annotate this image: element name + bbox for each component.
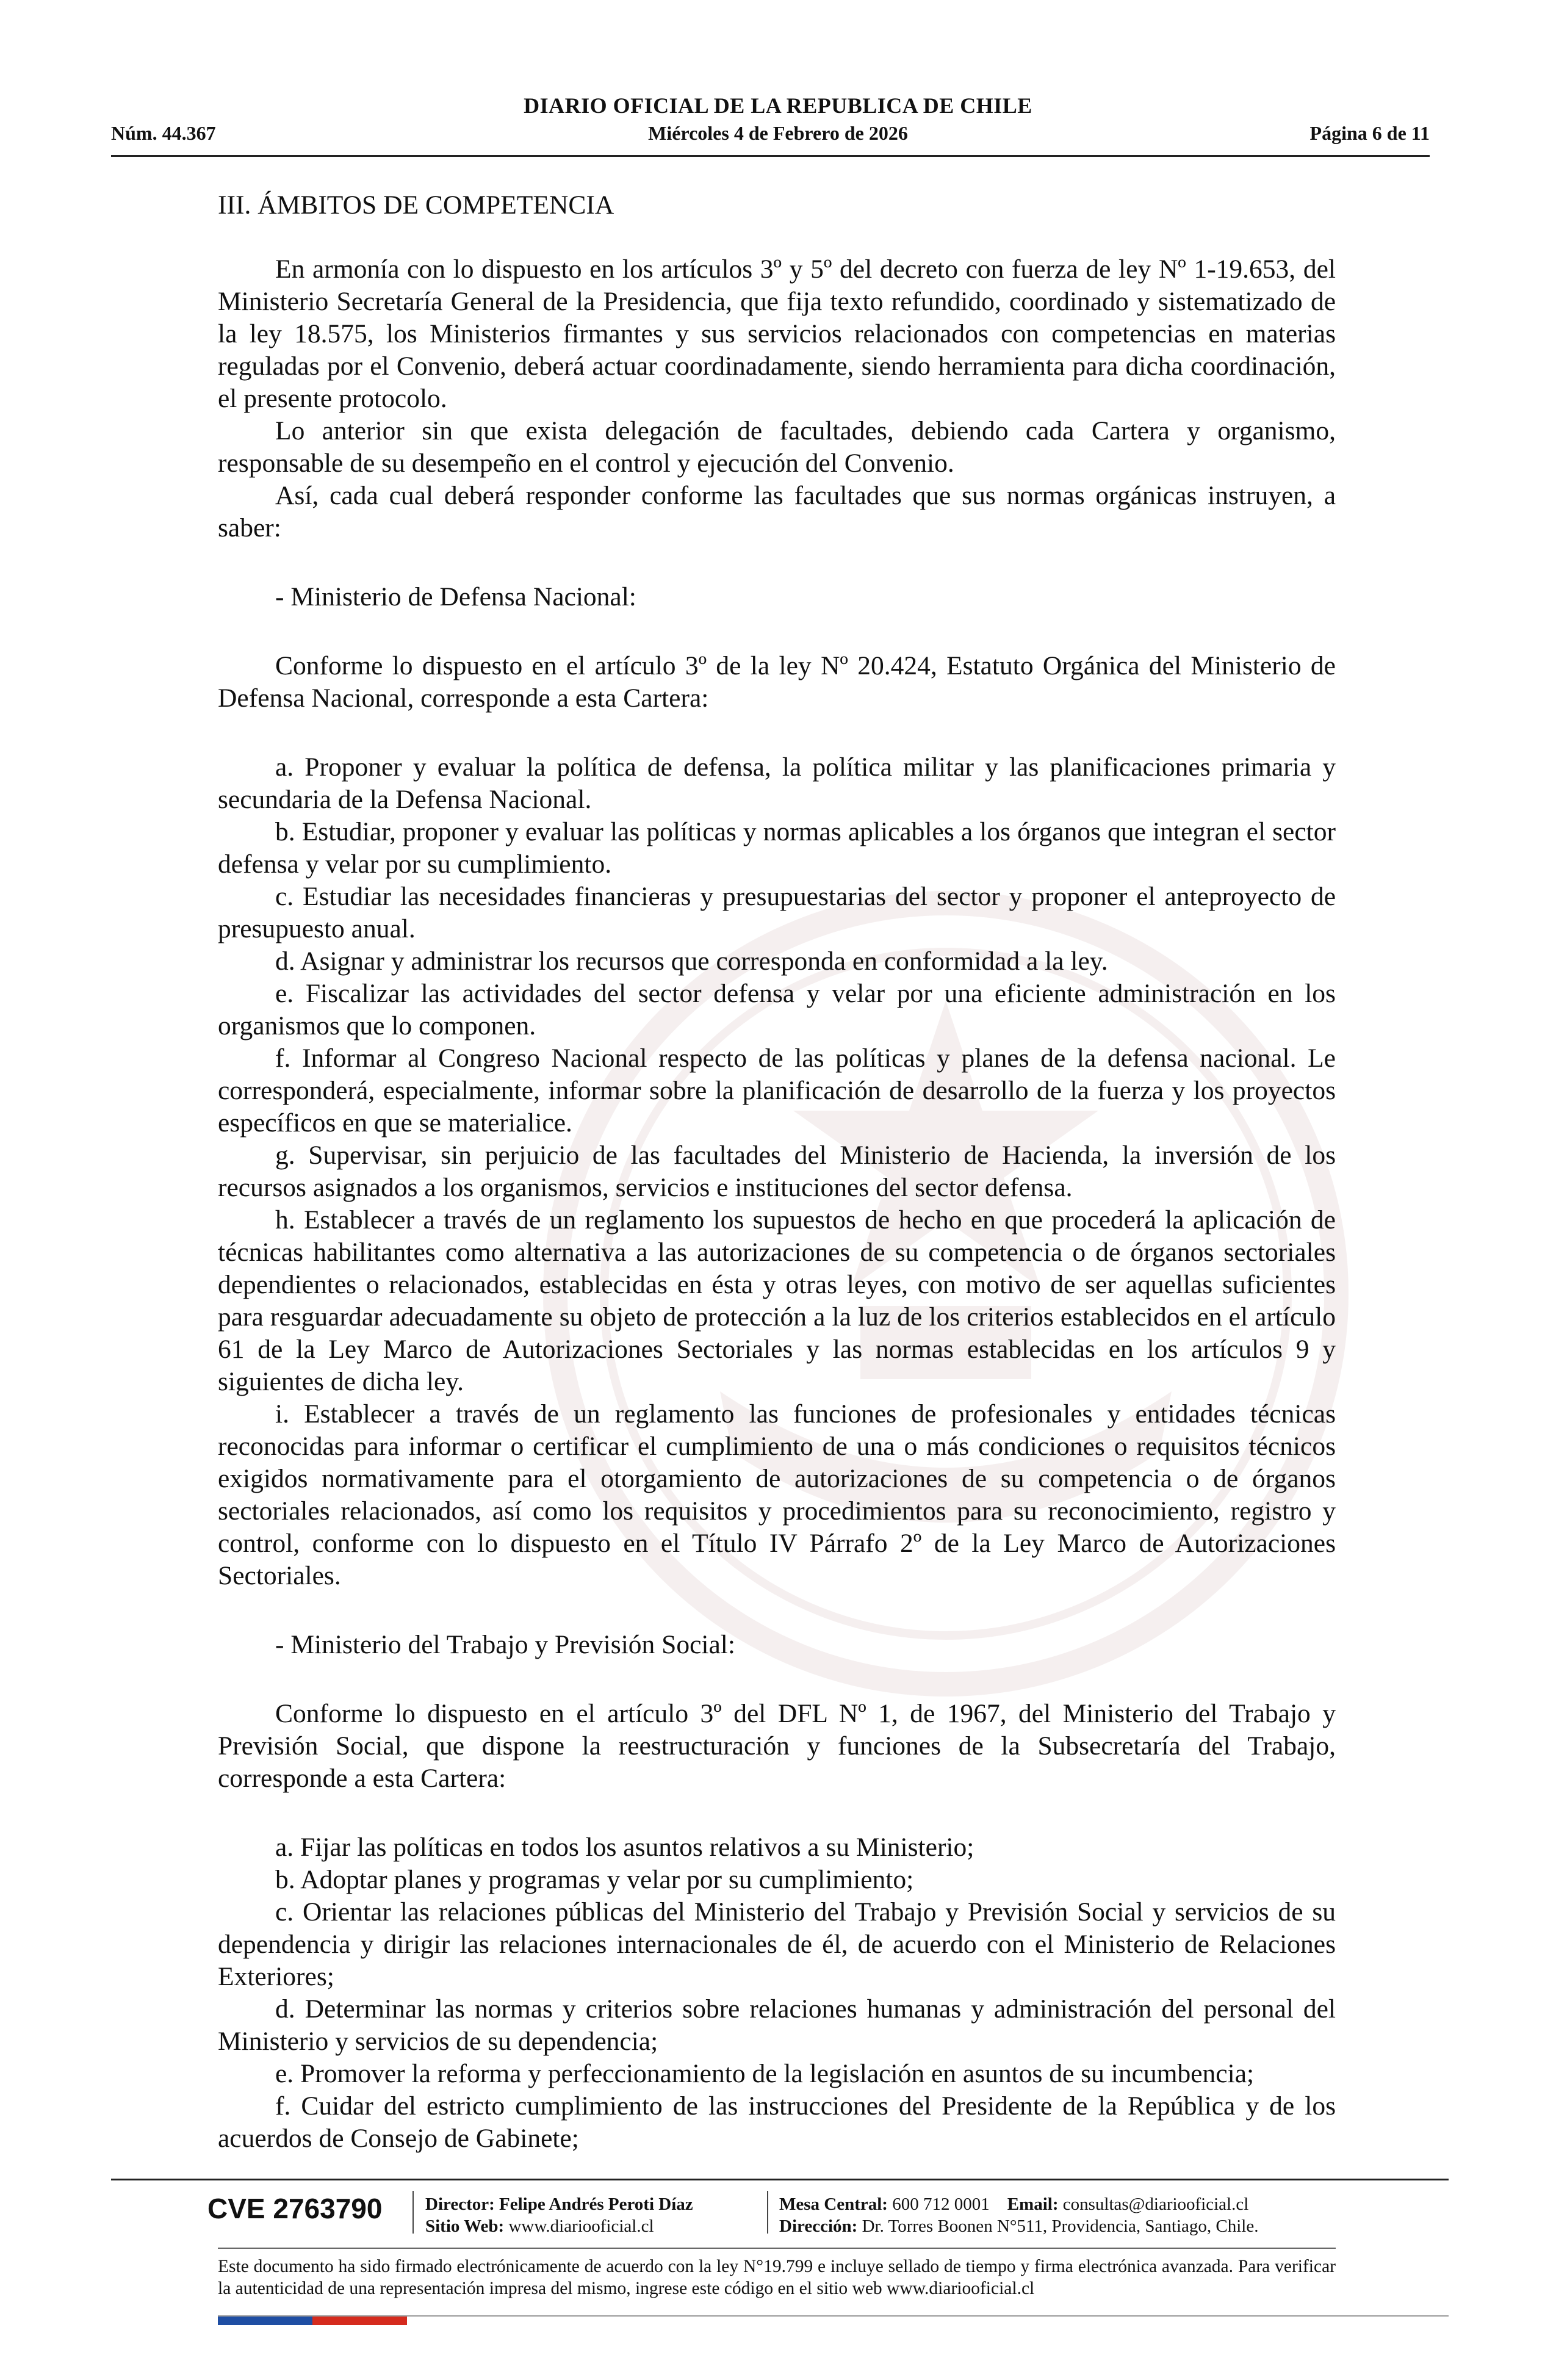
email-link[interactable]: consultas@diariooficial.cl xyxy=(1062,2194,1249,2214)
site-label: Sitio Web: xyxy=(425,2216,505,2236)
address-label: Dirección: xyxy=(779,2216,858,2236)
flag-color-bar xyxy=(218,2317,407,2325)
director-name: Felipe Andrés Peroti Díaz xyxy=(499,2194,693,2214)
defensa-item: c. Estudiar las necesidades financieras y presupuestarias del sector y proponer el anteproyecto de presupuesto anual. xyxy=(218,882,1336,943)
gazette-title: DIARIO OFICIAL DE LA REPUBLICA DE CHILE xyxy=(524,93,1032,118)
defensa-item: f. Informar al Congreso Nacional respecto de las políticas y planes de la defensa nacional. Le corresponderá, especialmente, informar sobre la planificación de desarrollo de la fuerza y los proyectos específicos en que se materialice. xyxy=(218,1044,1336,1138)
intro-paragraph: Lo anterior sin que exista delegación de facultades, debiendo cada Cartera y organismo, responsable de su desempeño en el control y ejecución del Convenio. xyxy=(218,416,1336,478)
defensa-item: g. Supervisar, sin perjuicio de las facultades del Ministerio de Hacienda, la inversión de los recursos asignados a los organismos, servicios e instituciones del sector defensa. xyxy=(218,1141,1336,1202)
cve-code: CVE 2763790 xyxy=(207,2193,383,2224)
footer-divider-mid xyxy=(218,2248,1336,2249)
footer-contact-block xyxy=(779,2193,1258,2237)
defensa-item: b. Estudiar, proponer y evaluar las políticas y normas aplicables a los órganos que integran el sector defensa y velar por su cumplimiento. xyxy=(218,817,1336,879)
address-text: Dr. Torres Boonen N°511, Providencia, Santiago, Chile. xyxy=(862,2216,1259,2236)
trabajo-item: b. Adoptar planes y programas y velar por su cumplimiento; xyxy=(275,1865,914,1894)
defensa-item: d. Asignar y administrar los recursos que corresponda en conformidad a la ley. xyxy=(275,947,1108,976)
trabajo-heading: - Ministerio del Trabajo y Previsión Social: xyxy=(275,1630,735,1659)
director-label: Director: xyxy=(425,2194,495,2214)
section-title: III. ÁMBITOS DE COMPETENCIA xyxy=(218,190,614,220)
trabajo-item: d. Determinar las normas y criterios sobre relaciones humanas y administración del personal del Ministerio y servicios de su dependencia; xyxy=(218,1994,1336,2056)
page-indicator: Página 6 de 11 xyxy=(1309,122,1430,144)
defensa-item: e. Fiscalizar las actividades del sector defensa y velar por una eficiente administración en los organismos que lo componen. xyxy=(218,979,1336,1040)
defensa-item: i. Establecer a través de un reglamento las funciones de profesionales y entidades técnicas reconocidas para informar o certificar el cumplimiento de una o más condiciones o requisitos técnicos exigidos normativamente para el otorgamiento de autorizaciones de su competencia o de órganos sectoriales relacionados, así como los requisitos y procedimientos para su reconocimiento, registro y control, conforme con lo dispuesto en el Título IV Párrafo 2º de la Ley Marco de Autorizaciones Sectoriales. xyxy=(218,1399,1336,1590)
flag-red-stripe xyxy=(312,2317,407,2325)
issue-number: Núm. 44.367 xyxy=(111,122,216,144)
phone-label: Mesa Central: xyxy=(779,2194,888,2214)
intro-paragraph: En armonía con lo dispuesto en los artículos 3º y 5º del decreto con fuerza de ley Nº 1-19.653, del Ministerio Secretaría General de la Presidencia, que fija texto refundido, coordinado y sistematizado de la ley 18.575, los Ministerios firmantes y sus servicios relacionados con competencias en materias reguladas por el Convenio, deberá actuar coordinadamente, siendo herramienta para dicha coordinación, el presente protocolo. xyxy=(218,254,1336,413)
flag-blue-stripe xyxy=(218,2317,312,2325)
trabajo-item: c. Orientar las relaciones públicas del Ministerio del Trabajo y Previsión Social y servicios de su dependencia y dirigir las relaciones internacionales de él, de acuerdo con el Ministerio de Relaciones Exteriores; xyxy=(218,1897,1336,1991)
footer-separator xyxy=(412,2191,414,2234)
phone-number: 600 712 0001 xyxy=(892,2194,990,2214)
site-link[interactable]: www.diariooficial.cl xyxy=(508,2216,654,2236)
legal-notice: Este documento ha sido firmado electrónicamente de acuerdo con la ley N°19.799 e incluye sellado de tiempo y firma electrónica avanzada. Para verificar la autenticidad de una representación impresa del mismo, ingrese este código en el sitio web www.diariooficial.cl xyxy=(218,2257,1336,2298)
defensa-item: h. Establecer a través de un reglamento los supuestos de hecho en que procederá la aplicación de técnicas habilitantes como alternativa a las autorizaciones de su competencia o de órganos sectoriales dependientes o relacionados, establecidas en ésta y otras leyes, con motivo de ser aquellas suficientes para resguardar adecuadamente su objeto de protección a la luz de los criterios establecidos en el artículo 61 de la Ley Marco de Autorizaciones Sectoriales y las normas establecidas en los artículos 9 y siguientes de dicha ley. xyxy=(218,1205,1336,1396)
defensa-intro: Conforme lo dispuesto en el artículo 3º de la ley Nº 20.424, Estatuto Orgánica del Ministerio de Defensa Nacional, corresponde a esta Cartera: xyxy=(218,651,1336,713)
email-label: Email: xyxy=(1007,2194,1059,2214)
trabajo-item: e. Promover la reforma y perfeccionamiento de la legislación en asuntos de su incumbencia; xyxy=(275,2059,1255,2088)
footer-director-block xyxy=(425,2193,693,2237)
defensa-item: a. Proponer y evaluar la política de defensa, la política militar y las planificaciones primaria y secundaria de la Defensa Nacional. xyxy=(218,752,1336,814)
trabajo-item: a. Fijar las políticas en todos los asuntos relativos a su Ministerio; xyxy=(275,1833,974,1862)
defensa-heading: - Ministerio de Defensa Nacional: xyxy=(275,582,636,611)
trabajo-item: f. Cuidar del estricto cumplimiento de las instrucciones del Presidente de la República y de los acuerdos de Consejo de Gabinete; xyxy=(218,2091,1336,2153)
footer-divider xyxy=(111,2179,1449,2180)
issue-date: Miércoles 4 de Febrero de 2026 xyxy=(648,122,908,144)
footer-separator xyxy=(767,2191,768,2234)
document-body xyxy=(218,189,1336,2155)
header-divider xyxy=(111,155,1430,157)
trabajo-intro: Conforme lo dispuesto en el artículo 3º del DFL Nº 1, de 1967, del Ministerio del Trabajo y Previsión Social, que dispone la reestructuración y funciones de la Subsecretaría del Trabajo, corresponde a esta Cartera: xyxy=(218,1699,1336,1793)
intro-paragraph: Así, cada cual deberá responder conforme las facultades que sus normas orgánicas instruyen, a saber: xyxy=(218,481,1336,543)
